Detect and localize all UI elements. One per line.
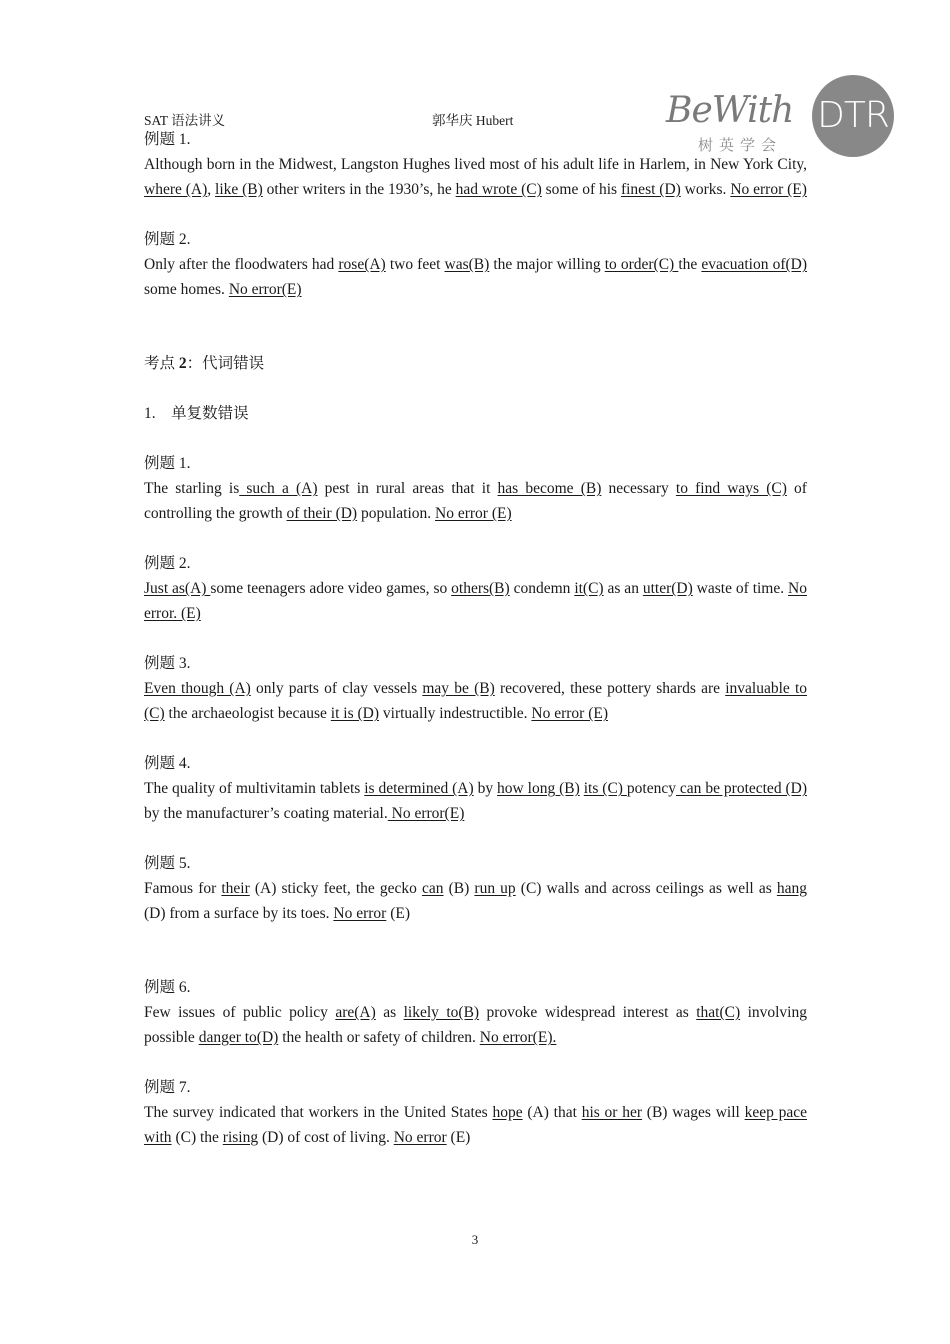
underlined-option: of their (D) xyxy=(286,505,358,522)
underlined-option: Just as(A) xyxy=(144,580,211,597)
sentence-text: of controlling the growth xyxy=(144,480,807,522)
example-text xyxy=(144,152,807,202)
example-text xyxy=(144,876,807,926)
sentence-text: (E) xyxy=(446,1129,471,1146)
underlined-option: it is (D) xyxy=(330,705,380,722)
underlined-option: rose(A) xyxy=(338,256,386,273)
section-heading xyxy=(144,351,807,376)
underlined-option: such a (A) xyxy=(239,480,318,497)
underlined-option: has become (B) xyxy=(497,480,602,497)
sentence-text: the xyxy=(678,256,702,273)
sentence-text: Few issues of public policy xyxy=(144,1004,336,1021)
sentence-text: The starling is xyxy=(144,480,240,497)
sentence-text: as xyxy=(375,1004,404,1021)
sentence-text: (B) xyxy=(443,880,475,897)
underlined-option: to order(C) xyxy=(604,256,679,273)
header-left: SAT 语法讲义 xyxy=(144,113,226,128)
underlined-option: where (A) xyxy=(144,181,208,198)
sentence-text: (C) the xyxy=(171,1129,223,1146)
sentence-text: some of his xyxy=(541,181,621,198)
logo-wordmark: BeWith xyxy=(666,90,794,131)
main-content xyxy=(144,127,807,1150)
underlined-option: is determined (A) xyxy=(364,780,474,797)
underlined-option: like (B) xyxy=(215,181,263,198)
sentence-text: as an xyxy=(603,580,643,597)
logo-subtitle: 树英学会 xyxy=(698,136,783,154)
sentence-text: population. xyxy=(357,505,436,522)
underlined-option: No error. (E) xyxy=(144,580,807,622)
example-text xyxy=(144,476,807,526)
sentence-text: by xyxy=(473,780,498,797)
underlined-option: others(B) xyxy=(451,580,510,597)
example-label: 例题 4. xyxy=(144,755,191,772)
underlined-option: No error(E). xyxy=(479,1029,557,1046)
underlined-option: No error(E) xyxy=(228,281,302,298)
underlined-option: danger to(D) xyxy=(198,1029,279,1046)
underlined-option: are(A) xyxy=(335,1004,376,1021)
underlined-option: can xyxy=(422,880,444,897)
sentence-text: works. xyxy=(680,181,731,198)
sentence-text: only parts of clay vessels xyxy=(250,680,423,697)
underlined-option: his or her xyxy=(581,1104,643,1121)
sentence-text: , xyxy=(207,181,216,198)
heading-prefix: 考点 xyxy=(144,355,179,372)
underlined-option: evacuation of(D) xyxy=(701,256,808,273)
sentence-text: the archaeologist because xyxy=(164,705,331,722)
sentence-text: the health or safety of children. xyxy=(278,1029,480,1046)
example-label: 例题 7. xyxy=(144,1079,191,1096)
underlined-option: its (C) xyxy=(583,780,627,797)
heading-rest: ：代词错误 xyxy=(186,355,265,372)
sub-heading: 1. 单复数错误 xyxy=(144,405,249,422)
sentence-text: (B) wages will xyxy=(642,1104,745,1121)
underlined-option: No error (E) xyxy=(531,705,609,722)
example-text xyxy=(144,776,807,826)
sentence-text: Although born in the Midwest, Langston Hughes lived most of his adult life in Harlem, in New York City, xyxy=(144,156,807,173)
sentence-text: (A) that xyxy=(522,1104,582,1121)
sentence-text: (C) walls and across ceilings as well as xyxy=(515,880,777,897)
underlined-option: to find ways (C) xyxy=(675,480,787,497)
sentence-text: potency xyxy=(626,780,676,797)
example-label: 例题 5. xyxy=(144,855,191,872)
sentence-text: waste of time. xyxy=(692,580,789,597)
underlined-option: that(C) xyxy=(696,1004,741,1021)
underlined-option: can be protected (D) xyxy=(675,780,808,797)
example-label: 例题 1. xyxy=(144,131,191,148)
header-center: 郭华庆 Hubert xyxy=(432,113,514,128)
underlined-option: rising xyxy=(222,1129,259,1146)
sentence-text: necessary xyxy=(601,480,676,497)
underlined-option: finest (D) xyxy=(620,181,681,198)
sentence-text: Only after the floodwaters had xyxy=(144,256,339,273)
example-label: 例题 6. xyxy=(144,979,191,996)
example-label: 例题 2. xyxy=(144,555,191,572)
example-text xyxy=(144,1000,807,1050)
logo-circle-text: DTR xyxy=(817,95,889,136)
sentence-text: by the manufacturer’s coating material. xyxy=(144,805,388,822)
sentence-text: pest in rural areas that it xyxy=(317,480,498,497)
sentence-text: the major willing xyxy=(489,256,605,273)
sentence-text: The survey indicated that workers in the United States xyxy=(144,1104,493,1121)
underlined-option: invaluable to (C) xyxy=(144,680,808,722)
underlined-option: how long (B) xyxy=(497,780,580,797)
sentence-text: (D) of cost of living. xyxy=(258,1129,394,1146)
sentence-text: (D) from a surface by its toes. xyxy=(144,905,334,922)
sentence-text: some homes. xyxy=(144,281,229,298)
example-label: 例题 3. xyxy=(144,655,191,672)
sentence-text: two feet xyxy=(385,256,445,273)
example-text xyxy=(144,676,807,726)
sentence-text: provoke widespread interest as xyxy=(479,1004,697,1021)
underlined-option: run up xyxy=(474,880,516,897)
underlined-option: it(C) xyxy=(574,580,604,597)
underlined-option: had wrote (C) xyxy=(455,181,542,198)
underlined-option: was(B) xyxy=(444,256,490,273)
example-text xyxy=(144,576,807,626)
sentence-text: The quality of multivitamin tablets xyxy=(144,780,365,797)
heading-number: 2 xyxy=(178,355,187,372)
underlined-option: No error xyxy=(393,1129,447,1146)
underlined-option: Even though (A) xyxy=(144,680,251,697)
underlined-option: keep pace with xyxy=(144,1104,808,1146)
underlined-option: No error(E) xyxy=(387,805,465,822)
underlined-option: No error xyxy=(333,905,387,922)
underlined-option: hang xyxy=(776,880,807,897)
sentence-text: recovered, these pottery shards are xyxy=(494,680,726,697)
underlined-option: may be (B) xyxy=(422,680,495,697)
sentence-text: Famous for xyxy=(144,880,222,897)
underlined-option: No error (E) xyxy=(435,505,512,522)
example-label: 例题 2. xyxy=(144,231,191,248)
sentence-text: (E) xyxy=(386,905,410,922)
page-number: 3 xyxy=(471,1232,479,1247)
sentence-text: condemn xyxy=(509,580,575,597)
sentence-text: some teenagers adore video games, so xyxy=(210,580,452,597)
underlined-option: No error (E) xyxy=(730,181,807,198)
underlined-option: hope xyxy=(492,1104,523,1121)
sentence-text: other writers in the 1930’s, he xyxy=(262,181,456,198)
sentence-text: (A) sticky feet, the gecko xyxy=(249,880,423,897)
underlined-option: their xyxy=(221,880,250,897)
example-text xyxy=(144,1100,807,1150)
example-text xyxy=(144,252,807,302)
underlined-option: likely to(B) xyxy=(403,1004,480,1021)
underlined-option: utter(D) xyxy=(642,580,693,597)
sentence-text: involving possible xyxy=(144,1004,807,1046)
sentence-text: virtually indestructible. xyxy=(379,705,532,722)
example-label: 例题 1. xyxy=(144,455,191,472)
